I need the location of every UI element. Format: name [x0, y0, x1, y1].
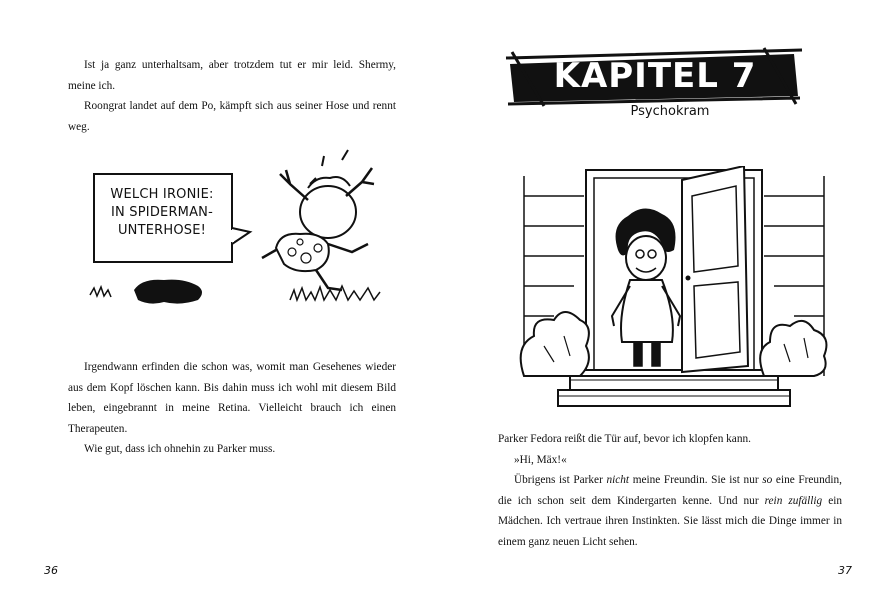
page-number-left: 36 — [44, 564, 58, 577]
p3-part-c: meine Freundin. Sie ist nur — [629, 474, 763, 486]
left-paragraph-3: Irgendwann erfinden die schon was, womit man Gesehenes wieder aus dem Kopf löschen kann. Bis dahin muss ich wohl mit diesem Bild leben, eingebrannt in meine Retina. Vielleicht brauch ich einen Therapeuten. — [68, 361, 396, 435]
p3-emphasis-so: so — [762, 474, 773, 486]
speech-bubble — [96, 186, 228, 266]
page-number-right: 37 — [838, 564, 852, 577]
left-paragraph-2: Roongrat landet auf dem Po, kämpft sich aus seiner Hose und rennt weg. — [68, 100, 396, 133]
right-page — [448, 0, 896, 612]
chapter-title: KAPITEL 7 — [553, 56, 757, 96]
right-text — [498, 429, 842, 552]
left-paragraph-1: Ist ja ganz unterhaltsam, aber trotzdem tut er mir leid. Shermy, meine ich. — [68, 59, 396, 92]
p3-emphasis-rein-zufaellig: rein zufällig — [764, 494, 823, 507]
bubble-line-2: IN SPIDERMAN- — [111, 205, 213, 220]
left-paragraph-4: Wie gut, dass ich ohnehin zu Parker muss. — [84, 443, 276, 455]
doorway-girl-illustration — [514, 166, 834, 426]
left-top-text — [68, 55, 396, 137]
p3-part-a: Übrigens ist Parker — [514, 474, 607, 486]
right-paragraph-3 — [498, 470, 842, 552]
p3-part-g: ein Mädchen. Ich vertraue ihren Instinkten. Sie lässt mich die Dinge immer in einem ganz neuen Licht sehen. — [498, 494, 842, 548]
p3-emphasis-nicht: nicht — [606, 474, 630, 486]
bubble-line-1: WELCH IRONIE: — [110, 187, 214, 202]
right-paragraph-1: Parker Fedora reißt die Tür auf, bevor ich klopfen kann. — [498, 433, 751, 445]
bubble-line-3: UNTERHOSE! — [117, 223, 207, 238]
p3-part-e: eine Freundin, die ich schon seit dem Kindergarten kenne. Und nur — [498, 474, 842, 507]
left-bottom-text — [68, 357, 396, 460]
right-paragraph-2: »Hi, Mäx!« — [514, 453, 567, 466]
chapter-subtitle: Psychokram — [630, 104, 710, 119]
